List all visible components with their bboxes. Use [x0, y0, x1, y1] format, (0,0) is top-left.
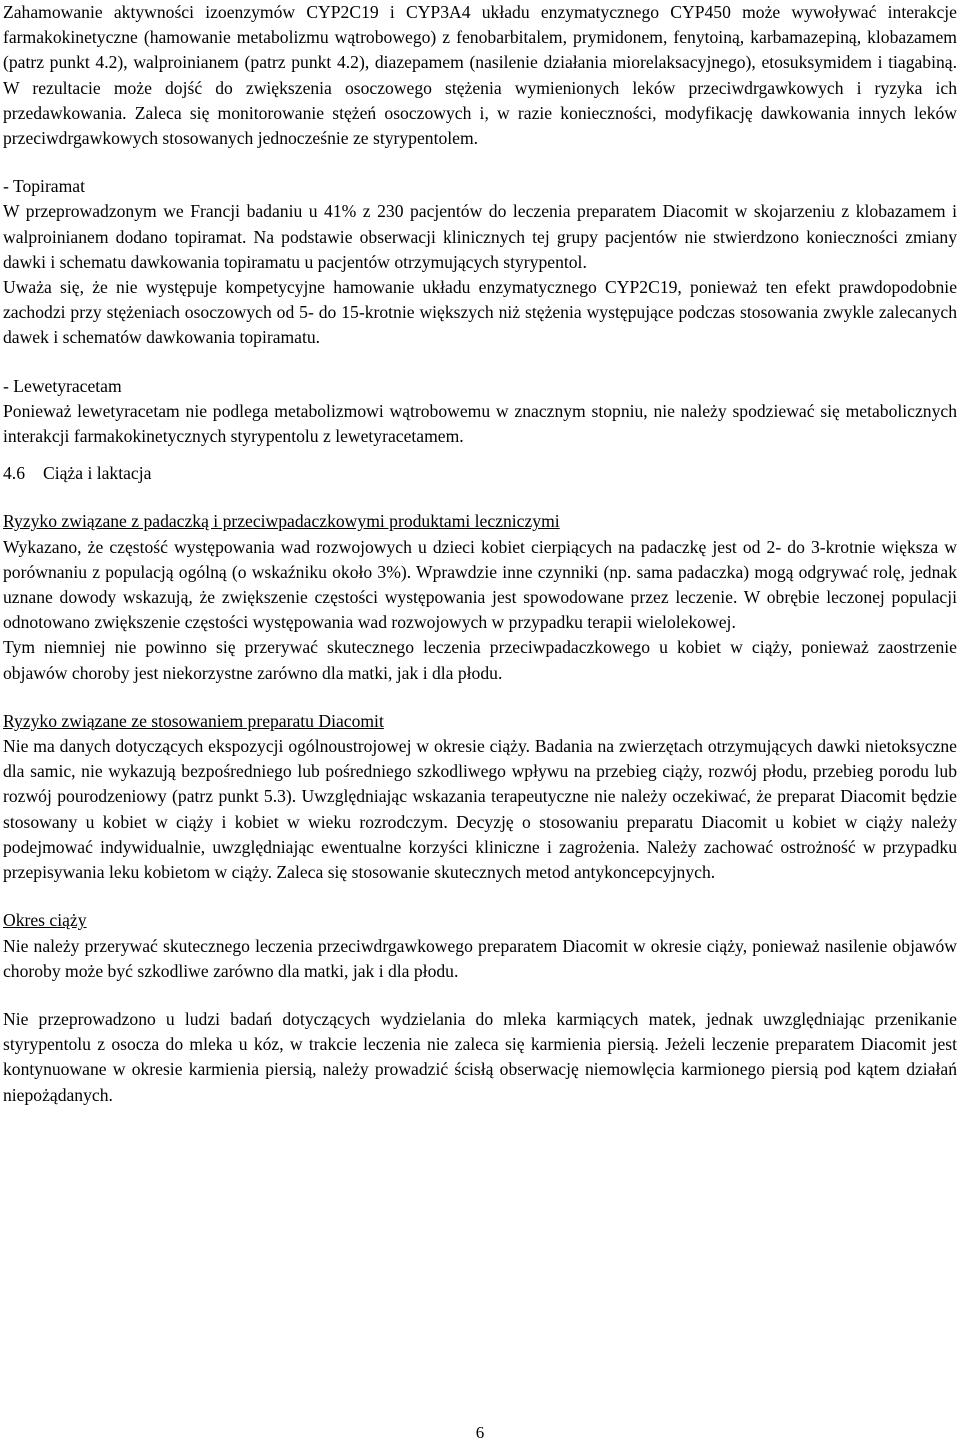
paragraph-topiramat-cyp2c19: Uważa się, że nie występuje kompetycyjne hamowanie układu enzymatycznego CYP2C19, ponieważ ten efekt prawdopodobnie zachodzi przy stężeniach osoczowych od 5- do 15-krotnie większych niż stężenia występujące podczas stosowania zwykle zalecanych dawek i schematów dawkowania topiramatu. — [3, 277, 957, 348]
section-title: Ciąża i laktacja — [43, 463, 152, 484]
paragraph-cyp-interactions: Zahamowanie aktywności izoenzymów CYP2C19 i CYP3A4 układu enzymatycznego CYP450 może wywoływać interakcje farmakokinetyczne (hamowanie metabolizmu wątrobowego) z fenobarbitalem, prymidonem, fenytoiną, karbamazepiną, klobazamem (patrz punkt 4.2), walproinianem (patrz punkt 4.2), diazepamem (nasilenie działania miorelaksacyjnego), etosuksymidem i tiagabiną. W rezultacie może dojść do zwiększenia osoczowego stężenia wymienionych leków przeciwdrgawkowych i ryzyka ich przedawkowania. Zaleca się monitorowanie stężeń osoczowych i, w razie konieczności, modyfikację dawkowania innych leków przeciwdrgawkowych stosowanych jednocześnie ze styrypentolem. — [3, 2, 957, 149]
page-number: 6 — [475, 1423, 485, 1442]
risk-diacomit-heading: Ryzyko związane ze stosowaniem preparatu Diacomit — [3, 710, 384, 731]
document-page — [3, 0, 957, 1451]
paragraph-topiramat-study: W przeprowadzonym we Francji badaniu u 41% z 230 pacjentów do leczenia preparatem Diacomit w skojarzeniu z klobazamem i walproinianem dodano topiramat. Na podstawie obserwacji klinicznych tej grupy pacjentów nie stwierdzono konieczności zmiany dawki i schematu dawkowania topiramatu u pacjentów otrzymujących styrypentol. — [3, 201, 957, 272]
section-number: 4.6 — [3, 463, 25, 484]
paragraph-continue-treatment: Tym niemniej nie powinno się przerywać skutecznego leczenia przeciwpadaczkowego u kobiet w ciąży, ponieważ zaostrzenie objawów choroby jest niekorzystne zarówno dla matki, jak i dla płodu. — [3, 637, 957, 683]
paragraph-risk-epilepsy: Wykazano, że częstość występowania wad rozwojowych u dzieci kobiet cierpiących na padaczkę jest od 2- do 3-krotnie większa w porównaniu z populacją ogólną (o wskaźniku około 3%). Wprawdzie inne czynniki (np. sama padaczka) mogą odgrywać rolę, jednak uznane dowody wskazują, że zwiększenie częstości występowania jest spowodowane przez leczenie. W obrębie leczonej populacji odnotowano zwiększenie częstości występowania wad rozwojowych w przypadku terapii wielolekowej. — [3, 536, 957, 633]
risk-epilepsy-heading: Ryzyko związane z padaczką i przeciwpadaczkowymi produktami leczniczymi — [3, 511, 560, 532]
section-heading-4-6 — [3, 461, 957, 486]
lewetyracetam-heading: - Lewetyracetam — [3, 375, 122, 396]
paragraph-lactation: Nie przeprowadzono u ludzi badań dotyczących wydzielania do mleka karmiących matek, jednak uwzględniając przenikanie styrypentolu z osocza do mleka u kóz, w trakcie leczenia nie zaleca się karmienia piersią. Jeżeli leczenie preparatem Diacomit jest kontynuowane w okresie karmienia piersią, należy prowadzić ścisłą obserwację niemowlęcia karmionego piersią pod kątem działań niepożądanych. — [3, 1008, 957, 1105]
pregnancy-heading: Okres ciąży — [3, 910, 87, 931]
paragraph-pregnancy: Nie należy przerywać skutecznego leczenia przeciwdrgawkowego preparatem Diacomit w okresie ciąży, ponieważ nasilenie objawów choroby może być szkodliwe zarówno dla matki, jak i dla płodu. — [3, 935, 957, 981]
paragraph-lewetyracetam: Ponieważ lewetyracetam nie podlega metabolizmowi wątrobowemu w znacznym stopniu, nie należy spodziewać się metabolicznych interakcji farmakokinetycznych styrypentolu z lewetyracetamem. — [3, 400, 957, 447]
topiramat-heading: - Topiramat — [3, 176, 85, 197]
paragraph-risk-diacomit: Nie ma danych dotyczących ekspozycji ogólnoustrojowej w okresie ciąży. Badania na zwierzętach otrzymujących dawki nietoksyczne dla samic, nie wykazują bezpośredniego lub pośredniego szkodliwego wpływu na przebieg ciąży, rozwój płodu, przebieg porodu lub rozwój pourodzeniowy (patrz punkt 5.3). Uwzględniając wskazania terapeutyczne nie należy oczekiwać, że preparat Diacomit będzie stosowany u kobiet w ciąży i kobiet w wieku rozrodczym. Decyzję o stosowaniu preparatu Diacomit u kobiet w ciąży należy podejmować indywidualnie, uwzględniając ewentualne korzyści kliniczne i zagrożenia. Należy zachować ostrożność w przypadku przepisywania leku kobietom w ciąży. Zaleca się stosowanie skutecznych metod antykoncepcyjnych. — [3, 736, 957, 883]
